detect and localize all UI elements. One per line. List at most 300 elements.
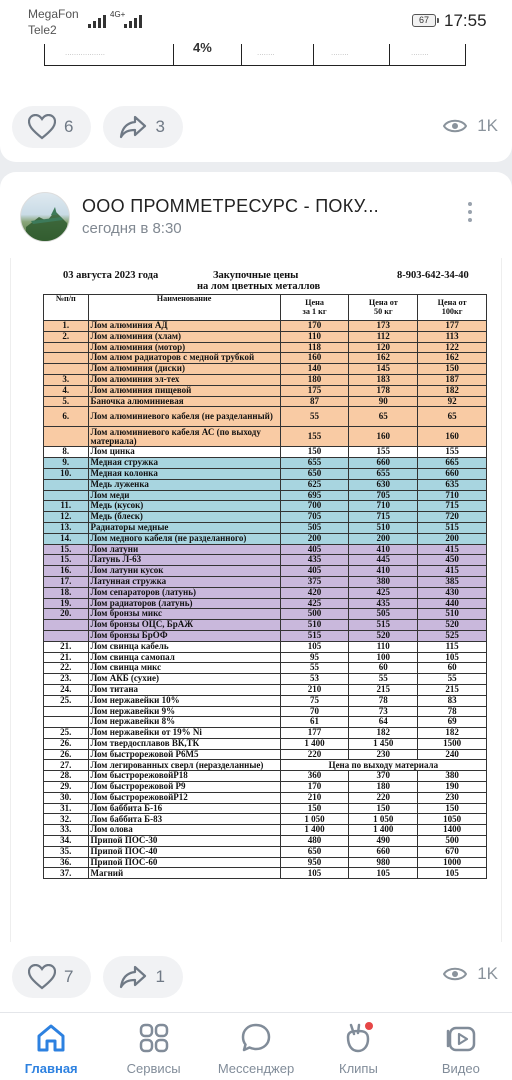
row-price-100: 105 — [418, 868, 487, 879]
nav-home[interactable] — [0, 1013, 102, 1080]
row-name: Лом нержавейки 10% — [88, 695, 280, 706]
nav-clips[interactable] — [307, 1013, 409, 1080]
nav-messenger[interactable] — [205, 1013, 307, 1080]
row-price-100: 60 — [418, 663, 487, 674]
row-number: 10. — [44, 468, 89, 479]
row-name: Лом сепараторов (латунь) — [88, 587, 280, 598]
row-price-1: 510 — [280, 620, 349, 631]
nav-services-label: Сервисы — [126, 1061, 181, 1076]
header-price-1: Цена за 1 кг — [280, 295, 349, 321]
row-price-1: 160 — [280, 353, 349, 364]
row-number: 34. — [44, 836, 89, 847]
row-number: 28. — [44, 771, 89, 782]
price-row — [44, 396, 487, 407]
like-button[interactable] — [12, 106, 91, 148]
row-price-1: 70 — [280, 706, 349, 717]
row-name: Лом алюминия (диски) — [88, 364, 280, 375]
row-number: 11. — [44, 501, 89, 512]
price-row — [44, 792, 487, 803]
row-price-50: 370 — [349, 771, 418, 782]
row-price-100: 177 — [418, 321, 487, 332]
price-row — [44, 587, 487, 598]
row-price-100: 715 — [418, 501, 487, 512]
clock: 17:55 — [444, 11, 487, 30]
row-price-1: 210 — [280, 792, 349, 803]
row-number: 16. — [44, 566, 89, 577]
row-name: Лом свинца микс — [88, 663, 280, 674]
previous-post-actions — [12, 106, 183, 148]
row-price-50: 410 — [349, 544, 418, 555]
post-card — [0, 172, 512, 1028]
row-name: Лом алюминиевого кабеля (не разделанный) — [88, 407, 280, 427]
row-price-note: Цена по выходу материала — [280, 760, 486, 771]
row-price-1: 360 — [280, 771, 349, 782]
price-row — [44, 533, 487, 544]
row-number: 19. — [44, 598, 89, 609]
price-row — [44, 814, 487, 825]
row-number: 4. — [44, 385, 89, 396]
header-num: №п/п — [44, 295, 89, 321]
row-price-1: 55 — [280, 663, 349, 674]
like-button[interactable] — [12, 956, 91, 998]
row-price-50: 660 — [349, 846, 418, 857]
messenger-icon — [239, 1021, 273, 1055]
row-price-100: 160 — [418, 427, 487, 447]
bottom-navigation — [0, 1012, 512, 1080]
row-price-1: 75 — [280, 695, 349, 706]
post-author[interactable]: ООО ПРОММЕТРЕСУРС - ПОКУ... — [82, 196, 379, 216]
row-price-50: 1 050 — [349, 814, 418, 825]
row-price-1: 705 — [280, 512, 349, 523]
row-number — [44, 479, 89, 490]
row-name: Радиаторы медные — [88, 522, 280, 533]
services-icon — [137, 1021, 171, 1055]
nav-video[interactable] — [410, 1013, 512, 1080]
row-number: 23. — [44, 674, 89, 685]
row-number: 36. — [44, 857, 89, 868]
row-number: 15. — [44, 555, 89, 566]
share-button[interactable] — [103, 106, 182, 148]
price-row — [44, 364, 487, 375]
row-price-100: 215 — [418, 684, 487, 695]
row-name: Лом алюм радиаторов с медной трубкой — [88, 353, 280, 364]
row-price-1: 95 — [280, 652, 349, 663]
row-price-100: 200 — [418, 533, 487, 544]
row-price-1: 650 — [280, 846, 349, 857]
nav-messenger-label: Мессенджер — [217, 1061, 295, 1076]
row-price-100: 635 — [418, 479, 487, 490]
row-number: 2. — [44, 331, 89, 342]
price-row — [44, 717, 487, 728]
row-price-50: 65 — [349, 407, 418, 427]
row-price-50: 660 — [349, 458, 418, 469]
heart-icon — [28, 964, 56, 990]
views-count: 1K — [477, 964, 498, 983]
row-number — [44, 427, 89, 447]
nav-clips-label: Клипы — [339, 1061, 378, 1076]
row-price-1: 625 — [280, 479, 349, 490]
row-name: Лом нержавейки от 19% Ni — [88, 728, 280, 739]
row-price-50: 182 — [349, 728, 418, 739]
row-price-100: 670 — [418, 846, 487, 857]
price-row — [44, 598, 487, 609]
price-row — [44, 771, 487, 782]
row-price-100: 69 — [418, 717, 487, 728]
row-price-1: 1 400 — [280, 825, 349, 836]
price-row — [44, 620, 487, 631]
more-options-icon[interactable] — [468, 202, 474, 226]
row-number: 1. — [44, 321, 89, 332]
row-number: 15. — [44, 544, 89, 555]
row-price-50: 150 — [349, 803, 418, 814]
row-number: 26. — [44, 738, 89, 749]
row-price-50: 435 — [349, 598, 418, 609]
price-row — [44, 353, 487, 364]
row-price-50: 705 — [349, 490, 418, 501]
views-counter — [443, 964, 498, 984]
row-name: Лом радиаторов (латунь) — [88, 598, 280, 609]
row-name: Лом свинца самопал — [88, 652, 280, 663]
row-price-100: 182 — [418, 728, 487, 739]
row-name: Лом быстрорежовой Р6М5 — [88, 749, 280, 760]
row-name: Лом титана — [88, 684, 280, 695]
row-number — [44, 620, 89, 631]
row-price-50: 630 — [349, 479, 418, 490]
row-price-1: 420 — [280, 587, 349, 598]
price-table — [43, 294, 487, 879]
row-price-100: 440 — [418, 598, 487, 609]
row-name: Лом алюминия пищевой — [88, 385, 280, 396]
price-row — [44, 738, 487, 749]
row-price-100: 230 — [418, 792, 487, 803]
row-number: 35. — [44, 846, 89, 857]
row-price-1: 170 — [280, 782, 349, 793]
row-price-1: 110 — [280, 331, 349, 342]
nav-services[interactable] — [102, 1013, 204, 1080]
like-count: 6 — [64, 117, 74, 136]
eye-icon — [443, 966, 467, 982]
row-number: 3. — [44, 374, 89, 385]
row-price-100: 182 — [418, 385, 487, 396]
row-price-1: 210 — [280, 684, 349, 695]
row-name: Лом олова — [88, 825, 280, 836]
row-price-1: 1 400 — [280, 738, 349, 749]
price-row — [44, 555, 487, 566]
row-number: 14. — [44, 533, 89, 544]
row-price-100: 1050 — [418, 814, 487, 825]
share-icon — [119, 114, 147, 140]
previous-post-image-fragment[interactable]: .................. 4% ........ ........ ........ — [44, 44, 466, 66]
row-name: Припой ПОС-40 — [88, 846, 280, 857]
row-price-50: 715 — [349, 512, 418, 523]
row-name: Лом твердосплавов ВК,ТК — [88, 738, 280, 749]
row-price-100: 65 — [418, 407, 487, 427]
row-name: Лом быстрорежовой Р9 — [88, 782, 280, 793]
row-number: 29. — [44, 782, 89, 793]
row-number: 9. — [44, 458, 89, 469]
price-row — [44, 641, 487, 652]
row-price-50: 55 — [349, 674, 418, 685]
row-number: 8. — [44, 447, 89, 458]
row-number — [44, 364, 89, 375]
row-price-100: 415 — [418, 566, 487, 577]
row-name: Лом легированных сверл (неразделанные) — [88, 760, 280, 771]
price-row — [44, 512, 487, 523]
clips-icon — [341, 1021, 375, 1055]
price-row — [44, 695, 487, 706]
row-name: Лом баббита Б-83 — [88, 814, 280, 825]
row-price-100: 78 — [418, 706, 487, 717]
carrier-2: Tele2 — [28, 23, 57, 37]
price-row — [44, 447, 487, 458]
row-price-50: 90 — [349, 396, 418, 407]
row-price-1: 87 — [280, 396, 349, 407]
row-name: Лом свинца кабель — [88, 641, 280, 652]
price-row — [44, 385, 487, 396]
fragment-value: 4% — [193, 40, 212, 55]
price-row — [44, 566, 487, 577]
row-price-1: 405 — [280, 544, 349, 555]
row-name: Магний — [88, 868, 280, 879]
row-price-50: 710 — [349, 501, 418, 512]
row-number: 25. — [44, 728, 89, 739]
row-price-100: 1400 — [418, 825, 487, 836]
row-price-100: 710 — [418, 490, 487, 501]
row-price-100: 150 — [418, 803, 487, 814]
row-price-100: 187 — [418, 374, 487, 385]
row-price-1: 515 — [280, 630, 349, 641]
row-price-1: 170 — [280, 321, 349, 332]
row-price-100: 385 — [418, 576, 487, 587]
row-name: Лом алюминия эл-тех — [88, 374, 280, 385]
row-price-50: 78 — [349, 695, 418, 706]
row-price-100: 510 — [418, 609, 487, 620]
row-number: 25. — [44, 695, 89, 706]
row-price-100: 515 — [418, 522, 487, 533]
row-price-50: 215 — [349, 684, 418, 695]
row-price-100: 660 — [418, 468, 487, 479]
row-price-1: 200 — [280, 533, 349, 544]
row-price-1: 155 — [280, 427, 349, 447]
row-name: Медь (блеск) — [88, 512, 280, 523]
row-price-1: 175 — [280, 385, 349, 396]
row-name: Лом нержавейки 8% — [88, 717, 280, 728]
row-price-50: 100 — [349, 652, 418, 663]
price-row — [44, 609, 487, 620]
row-price-100: 113 — [418, 331, 487, 342]
row-price-50: 60 — [349, 663, 418, 674]
row-name: Баночка алюминиевая — [88, 396, 280, 407]
row-price-50: 120 — [349, 342, 418, 353]
row-price-50: 145 — [349, 364, 418, 375]
row-price-100: 1000 — [418, 857, 487, 868]
video-icon — [444, 1021, 478, 1055]
row-price-50: 183 — [349, 374, 418, 385]
row-price-100: 665 — [418, 458, 487, 469]
price-row — [44, 652, 487, 663]
share-count: 1 — [155, 967, 165, 986]
row-price-1: 375 — [280, 576, 349, 587]
battery-level: 67 — [418, 15, 429, 25]
row-price-50: 220 — [349, 792, 418, 803]
row-number: 18. — [44, 587, 89, 598]
row-price-100: 190 — [418, 782, 487, 793]
price-row — [44, 760, 487, 771]
network-type: 4G+ — [110, 10, 126, 19]
row-number: 30. — [44, 792, 89, 803]
row-name: Лом алюминия (хлам) — [88, 331, 280, 342]
row-price-1: 180 — [280, 374, 349, 385]
row-price-50: 155 — [349, 447, 418, 458]
row-name: Лом быстрорежовойР12 — [88, 792, 280, 803]
price-row — [44, 706, 487, 717]
row-name: Лом бронзы микс — [88, 609, 280, 620]
sheet-title-2: на лом цветных металлов — [197, 281, 321, 292]
share-icon — [119, 964, 147, 990]
row-price-50: 162 — [349, 353, 418, 364]
row-number: 17. — [44, 576, 89, 587]
row-price-1: 950 — [280, 857, 349, 868]
price-row — [44, 374, 487, 385]
row-price-50: 980 — [349, 857, 418, 868]
price-row — [44, 468, 487, 479]
row-price-50: 1 400 — [349, 825, 418, 836]
row-price-1: 500 — [280, 609, 349, 620]
price-row — [44, 782, 487, 793]
row-name: Лом бронзы ОЦС, БрАЖ — [88, 620, 280, 631]
row-name: Лом алюминиевого кабеля АС (по выходу материала) — [88, 427, 280, 447]
row-number: 33. — [44, 825, 89, 836]
row-name: Лом алюминия АД — [88, 321, 280, 332]
eye-icon — [443, 118, 467, 134]
row-price-100: 720 — [418, 512, 487, 523]
price-row — [44, 458, 487, 469]
row-price-50: 230 — [349, 749, 418, 760]
row-number: 6. — [44, 407, 89, 427]
price-row — [44, 576, 487, 587]
row-price-1: 150 — [280, 447, 349, 458]
row-number — [44, 490, 89, 501]
row-number — [44, 353, 89, 364]
row-price-100: 450 — [418, 555, 487, 566]
row-price-50: 200 — [349, 533, 418, 544]
price-row — [44, 331, 487, 342]
price-row — [44, 407, 487, 427]
avatar-image-icon — [21, 193, 70, 242]
views-count: 1K — [477, 116, 498, 135]
row-price-100: 520 — [418, 620, 487, 631]
row-price-1: 118 — [280, 342, 349, 353]
row-price-50: 64 — [349, 717, 418, 728]
row-price-1: 425 — [280, 598, 349, 609]
row-price-100: 380 — [418, 771, 487, 782]
row-number: 24. — [44, 684, 89, 695]
share-count: 3 — [155, 117, 165, 136]
price-row — [44, 321, 487, 332]
row-price-100: 150 — [418, 364, 487, 375]
battery-icon — [412, 14, 436, 27]
row-number: 22. — [44, 663, 89, 674]
row-name: Медь (кусок) — [88, 501, 280, 512]
row-price-1: 55 — [280, 407, 349, 427]
sheet-phone: 8-903-642-34-40 — [397, 270, 469, 281]
row-price-1: 650 — [280, 468, 349, 479]
row-price-1: 435 — [280, 555, 349, 566]
author-avatar[interactable] — [20, 192, 70, 242]
row-number: 32. — [44, 814, 89, 825]
row-price-1: 105 — [280, 868, 349, 879]
row-number — [44, 717, 89, 728]
price-row — [44, 630, 487, 641]
row-name: Латунная стружка — [88, 576, 280, 587]
row-price-100: 122 — [418, 342, 487, 353]
row-number: 12. — [44, 512, 89, 523]
like-count: 7 — [64, 967, 74, 986]
price-row — [44, 803, 487, 814]
row-price-50: 160 — [349, 427, 418, 447]
post-actions — [12, 956, 183, 998]
price-row — [44, 663, 487, 674]
signal-2-icon — [124, 12, 142, 28]
row-name: Лом латуни — [88, 544, 280, 555]
row-price-50: 655 — [349, 468, 418, 479]
row-number: 37. — [44, 868, 89, 879]
row-price-50: 110 — [349, 641, 418, 652]
row-price-1: 405 — [280, 566, 349, 577]
price-row — [44, 836, 487, 847]
price-row — [44, 825, 487, 836]
heart-icon — [28, 114, 56, 140]
price-row — [44, 490, 487, 501]
price-row — [44, 427, 487, 447]
row-price-100: 105 — [418, 652, 487, 663]
header-price-50: Цена от 50 кг — [349, 295, 418, 321]
row-number: 26. — [44, 749, 89, 760]
row-number — [44, 630, 89, 641]
row-price-1: 140 — [280, 364, 349, 375]
row-price-50: 380 — [349, 576, 418, 587]
row-name: Лом латуни кусок — [88, 566, 280, 577]
row-name: Лом цинка — [88, 447, 280, 458]
row-name: Лом быстрорежовойР18 — [88, 771, 280, 782]
price-row — [44, 342, 487, 353]
row-name: Медь луженка — [88, 479, 280, 490]
nav-home-label: Главная — [24, 1061, 78, 1076]
row-price-50: 410 — [349, 566, 418, 577]
price-row — [44, 522, 487, 533]
row-name: Лом меди — [88, 490, 280, 501]
row-price-1: 1 050 — [280, 814, 349, 825]
row-price-50: 1 450 — [349, 738, 418, 749]
carrier-1: MegaFon — [28, 7, 79, 21]
previous-post-card — [0, 40, 512, 162]
row-price-50: 112 — [349, 331, 418, 342]
post-image-price-sheet[interactable] — [10, 258, 502, 942]
row-price-100: 415 — [418, 544, 487, 555]
share-button[interactable] — [103, 956, 182, 998]
row-price-1: 480 — [280, 836, 349, 847]
price-row — [44, 674, 487, 685]
row-name: Медная колонка — [88, 468, 280, 479]
header-price-100: Цена от 100кг — [418, 295, 487, 321]
price-row — [44, 501, 487, 512]
row-number: 13. — [44, 522, 89, 533]
nav-video-label: Видео — [441, 1061, 480, 1076]
row-price-1: 700 — [280, 501, 349, 512]
row-name: Медная стружка — [88, 458, 280, 469]
sheet-date: 03 августа 2023 года — [63, 270, 159, 281]
row-price-100: 55 — [418, 674, 487, 685]
